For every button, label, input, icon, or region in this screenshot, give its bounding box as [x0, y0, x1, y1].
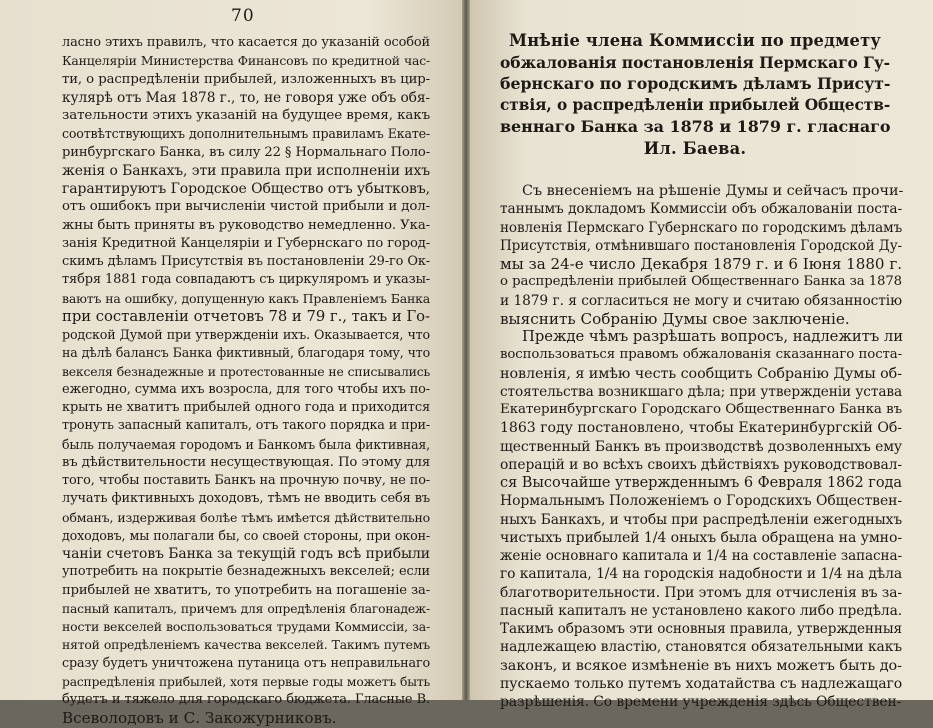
- text-line: операцій и во всѣхъ своихъ дѣйствіяхъ руководствовал-: [500, 456, 902, 473]
- text-line: ности векселей воспользоваться трудами Коммиссіи, за-: [62, 619, 430, 634]
- text-line: 1863 году постановлено, чтобы Екатеринбургскій Об-: [500, 420, 902, 437]
- text-line: новленія Пермскаго Губернскаго по городскимъ дѣламъ: [500, 219, 903, 236]
- text-line: новленія, я имѣю честь сообщить Собранію Думы об-: [500, 365, 902, 382]
- text-line: родской Думой при утвержденіи ихъ. Оказывается, что: [62, 327, 430, 342]
- text-line: го капитала, 1/4 на городскія надобности и 1/4 на дѣла: [500, 566, 902, 583]
- text-line: Екатеринбургскаго Городскаго Общественнаго Банка въ: [500, 402, 902, 417]
- text-line: лучать фиктивныхъ доходовъ, тѣмъ не вводить себя въ: [62, 491, 430, 507]
- text-line: Нормальнымъ Положеніемъ о Городскихъ Обществен-: [500, 493, 902, 510]
- text-line: таннымъ докладомъ Коммиссіи объ обжалованіи поста-: [500, 201, 902, 218]
- title-line: ствія, о распредѣленіи прибылей Обществ-: [500, 95, 891, 114]
- text-line: жны быть приняты въ руководство немедленно. Ука-: [62, 217, 430, 233]
- title-line: веннаго Банка за 1878 и 1879 г. гласнаго: [500, 117, 891, 136]
- text-line: быль получаемая городомъ и Банкомъ была фиктивная,: [62, 436, 430, 452]
- text-line: Присутствія, отмѣнившаго постановленія Городской Ду-: [500, 237, 902, 254]
- text-line: гарантируютъ Городское Общество отъ убытковъ,: [62, 181, 430, 197]
- text-line: пускаемо только путемъ ходатайства съ надлежащаго: [500, 675, 903, 692]
- right-page-text: [500, 182, 902, 711]
- text-line: скимъ дѣламъ Присутствія въ постановленіи 29-го Ок-: [62, 254, 430, 269]
- text-line: нятой опредѣленіемъ качества векселей. Такимъ путемъ: [62, 637, 430, 653]
- text-line: стоятельства возникшаго дѣла; при утвержденіи устава: [500, 383, 902, 400]
- text-line: ваютъ на ошибку, допущенную какъ Правленіемъ Банка: [62, 290, 430, 306]
- text-line: благотворительности. При этомъ для отчисленія въ за-: [500, 584, 902, 601]
- text-line: зательности этихъ указаній на будущее время, какъ: [62, 108, 430, 123]
- text-line: на дѣлѣ балансъ Банка фиктивный, благодаря тому, что: [62, 345, 430, 361]
- text-line: разрѣшенія. Со времени учрежденія здѣсь Обществен-: [500, 694, 902, 710]
- text-line: Канцеляріи Министерства Финансовъ по кредитной час-: [62, 53, 430, 69]
- title-line: Мнѣніе члена Коммиссіи по предмету: [509, 31, 881, 50]
- text-line: мы за 24-е число Декабря 1879 г. и 6 Іюня 1880 г.: [500, 255, 902, 273]
- text-line: щественный Банкъ въ производствѣ дозволенныхъ ему: [500, 438, 902, 455]
- text-line: надлежащею властію, становятся обязательными какъ: [500, 639, 902, 656]
- text-line: употребить на покрытіе безнадежныхъ векселей; если: [62, 564, 430, 580]
- text-line: пасный капиталъ, причемъ для опредѣленія благонадеж-: [62, 601, 430, 616]
- text-line: ласно этихъ правилъ, что касается до указаній особой: [62, 35, 430, 50]
- text-line: соотвѣтствующихъ дополнительнымъ правиламъ Екате-: [62, 126, 430, 142]
- text-line: Съ внесеніемъ на рѣшеніе Думы и сейчасъ прочи-: [522, 183, 904, 199]
- page-number: 70: [231, 6, 255, 26]
- title-line: бернскаго по городскимъ дѣламъ Присут-: [500, 74, 891, 93]
- text-line: распредѣленія прибылей, хотя первые годы можетъ быть: [62, 674, 430, 689]
- title-line: Ил. Баева.: [643, 138, 747, 158]
- title-line: обжалованія постановленія Пермскаго Гу-: [500, 52, 891, 72]
- text-line: выяснить Собранію Думы свое заключеніе.: [500, 309, 850, 328]
- text-line: крыть не хватитъ прибылей одного года и приходится: [62, 400, 430, 415]
- text-line: векселя безнадежные и протестованные не списывались: [62, 364, 430, 379]
- text-line: чаніи счетовъ Банка за текущій годъ всѣ прибыли: [62, 546, 430, 562]
- text-line: того, чтобы поставить Банкъ на прочную почву, не по-: [62, 473, 430, 488]
- text-line: Всеволодовъ и С. Закожурниковъ.: [62, 709, 337, 728]
- text-line: женіе основнаго капитала и 1/4 на составленіе запасна-: [500, 548, 902, 564]
- text-line: ежегодно, сумма ихъ возросла, для того чтобы ихъ по-: [62, 381, 430, 397]
- text-line: сразу будетъ уничтожена путаница отъ неправильнаго: [62, 655, 430, 671]
- text-line: обманъ, издерживая болѣе тѣмъ имѣется дѣйствительно: [62, 509, 430, 525]
- text-line: занія Кредитной Канцеляріи и Губернскаго по город-: [62, 235, 430, 251]
- text-line: въ дѣйствительности несуществующая. По этому для: [62, 454, 430, 470]
- text-line: Такимъ образомъ эти основныя правила, утвержденныя: [500, 621, 902, 637]
- text-line: воспользоваться правомъ обжалованія сказаннаго поста-: [500, 347, 902, 363]
- text-line: ся Высочайше утвержденнымъ 6 Февраля 1862 года: [500, 475, 902, 491]
- text-line: отъ ошибокъ при вычисленіи чистой прибыли и дол-: [62, 199, 430, 215]
- text-line: кулярѣ отъ Мая 1878 г., то, не говоря уже объ обя-: [62, 89, 430, 106]
- text-line: ринбургскаго Банка, въ силу 22 § Нормальнаго Поло-: [62, 144, 430, 160]
- text-line: доходовъ, мы полагали бы, со своей стороны, при окон-: [62, 527, 430, 543]
- left-page-text: [62, 34, 430, 728]
- text-line: законъ, и всякое измѣненіе въ нихъ можетъ быть до-: [500, 657, 902, 674]
- text-line: пасный капиталъ не установлено какого либо предѣла.: [500, 602, 902, 619]
- right-page: [470, 0, 933, 710]
- text-line: ти, о распредѣленіи прибылей, изложенныхъ въ цир-: [62, 71, 430, 87]
- text-line: тября 1881 года совпадаютъ съ циркуляромъ и указы-: [62, 272, 430, 288]
- text-line: женія о Банкахъ, эти правила при исполненіи ихъ: [62, 162, 430, 179]
- book-gutter: [462, 0, 470, 700]
- text-line: будетъ и тяжело для городскаго бюджета. Гласные В.: [62, 692, 430, 707]
- text-line: прибылей не хватитъ, то употребить на погашеніе за-: [62, 582, 430, 598]
- text-line: при составленіи отчетовъ 78 и 79 г., такъ и Го-: [62, 307, 430, 325]
- section-title: [500, 30, 890, 159]
- left-page: [0, 0, 462, 728]
- text-line: и 1879 г. я согласиться не могу и считаю обязанностію: [500, 292, 902, 309]
- text-line: ныхъ Банкахъ, и чтобы при распредѣленіи ежегодныхъ: [500, 511, 902, 528]
- text-line: Прежде чѣмъ разрѣшать вопросъ, надлежитъ ли: [522, 328, 904, 345]
- text-line: тронуть запасный капиталъ, отъ такого порядка и при-: [62, 418, 430, 434]
- text-line: о распредѣленіи прибылей Общественнаго Банка за 1878: [500, 274, 902, 290]
- text-line: чистыхъ прибылей 1/4 оныхъ была обращена на умно-: [500, 529, 902, 546]
